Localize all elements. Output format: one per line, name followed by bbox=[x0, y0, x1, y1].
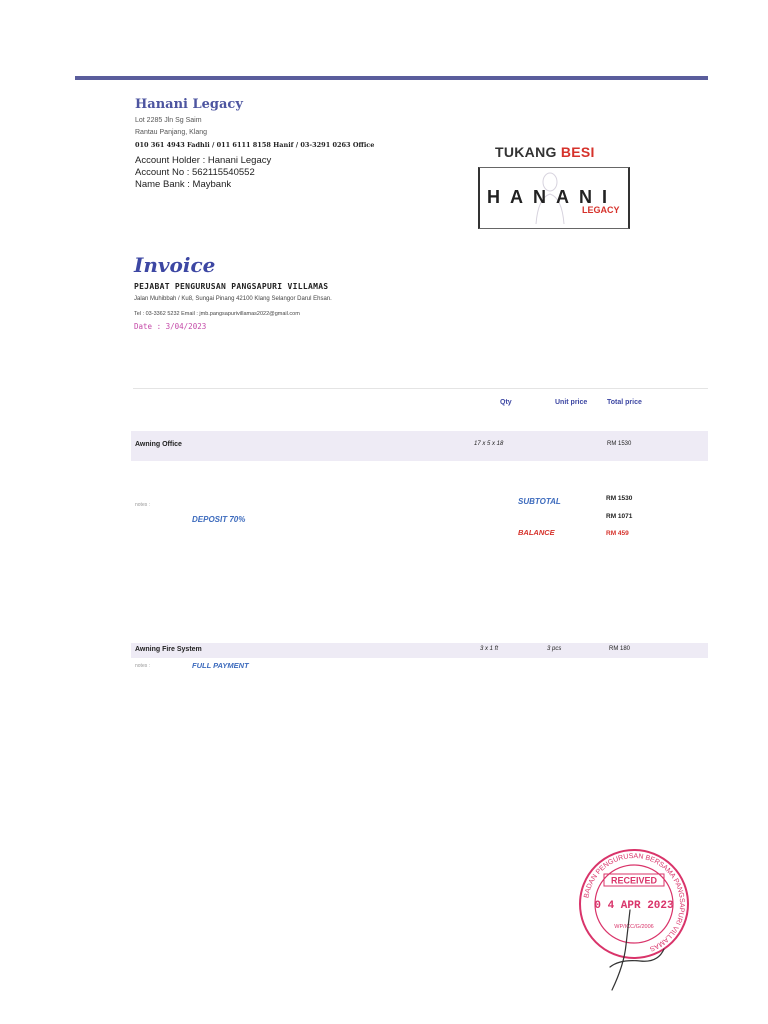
invoice-title: Invoice bbox=[134, 253, 216, 277]
stamp-date: 0 4 APR 2023 bbox=[594, 900, 674, 912]
logo-tagline-red: BESI bbox=[560, 144, 595, 160]
header-total-price: Total price bbox=[607, 399, 642, 406]
company-address-line2: Rantau Panjang, Klang bbox=[135, 129, 207, 136]
notes-label: notes : bbox=[135, 663, 151, 669]
company-address-line1: Lot 2285 Jln Sg Saim bbox=[135, 117, 202, 124]
item-size: 17 x 5 x 18 bbox=[474, 441, 504, 447]
item-size: 3 x 1 ft bbox=[480, 646, 499, 652]
stamp-received: RECEIVED bbox=[610, 875, 658, 886]
account-holder: Account Holder : Hanani Legacy bbox=[135, 155, 272, 166]
logo-tagline-dark: TUKANG bbox=[495, 144, 561, 160]
logo-tagline bbox=[495, 144, 595, 160]
subtotal-label: SUBTOTAL bbox=[518, 497, 561, 506]
company-name: Hanani Legacy bbox=[135, 97, 243, 112]
balance-label: BALANCE bbox=[518, 528, 555, 537]
client-name: PEJABAT PENGURUSAN PANGSAPURI VILLAMAS bbox=[134, 282, 329, 291]
invoice-date: Date : 3/04/2023 bbox=[134, 322, 207, 331]
top-rule bbox=[75, 76, 708, 80]
item-total: RM 1530 bbox=[607, 441, 632, 447]
logo-brand: HANANI bbox=[487, 187, 617, 207]
full-payment-note: FULL PAYMENT bbox=[192, 661, 249, 670]
signature-icon bbox=[600, 905, 670, 995]
header-unit-price: Unit price bbox=[555, 399, 588, 406]
item-qty: 3 pcs bbox=[547, 646, 562, 652]
item-description: Awning Fire System bbox=[135, 646, 202, 653]
notes-label: notes : bbox=[135, 502, 151, 508]
client-address: Jalan Muhibbah / Ku8, Sungai Pinang 42100 Klang Selangor Darul Ehsan. bbox=[134, 296, 332, 302]
subtotal-amount: RM 1530 bbox=[606, 495, 633, 502]
balance-amount: RM 459 bbox=[606, 530, 629, 537]
deposit-amount: RM 1071 bbox=[606, 513, 633, 520]
header-qty: Qty bbox=[500, 399, 512, 406]
account-number: Account No : 562115540552 bbox=[135, 167, 255, 178]
company-phones: 010 361 4943 Fadhli / 011 6111 8158 Hanif / 03-3291 0263 Office bbox=[135, 141, 375, 149]
item-total: RM 180 bbox=[609, 646, 631, 652]
stamp-code: WP/ICC/G/2006 bbox=[614, 924, 654, 930]
stamp-org-path: BADAN PENGURUSAN BERSAMA PANGSAPURI VILLAMAS bbox=[583, 852, 686, 953]
item-description: Awning Office bbox=[135, 441, 182, 448]
bank-name: Name Bank : Maybank bbox=[135, 179, 232, 190]
client-contact: Tel : 03-3362 5232 Email : jmb.pangsapurivillamas2022@gmail.com bbox=[134, 311, 300, 317]
table-separator bbox=[133, 388, 708, 389]
deposit-note: DEPOSIT 70% bbox=[192, 515, 246, 524]
logo-sub: LEGACY bbox=[582, 205, 620, 215]
